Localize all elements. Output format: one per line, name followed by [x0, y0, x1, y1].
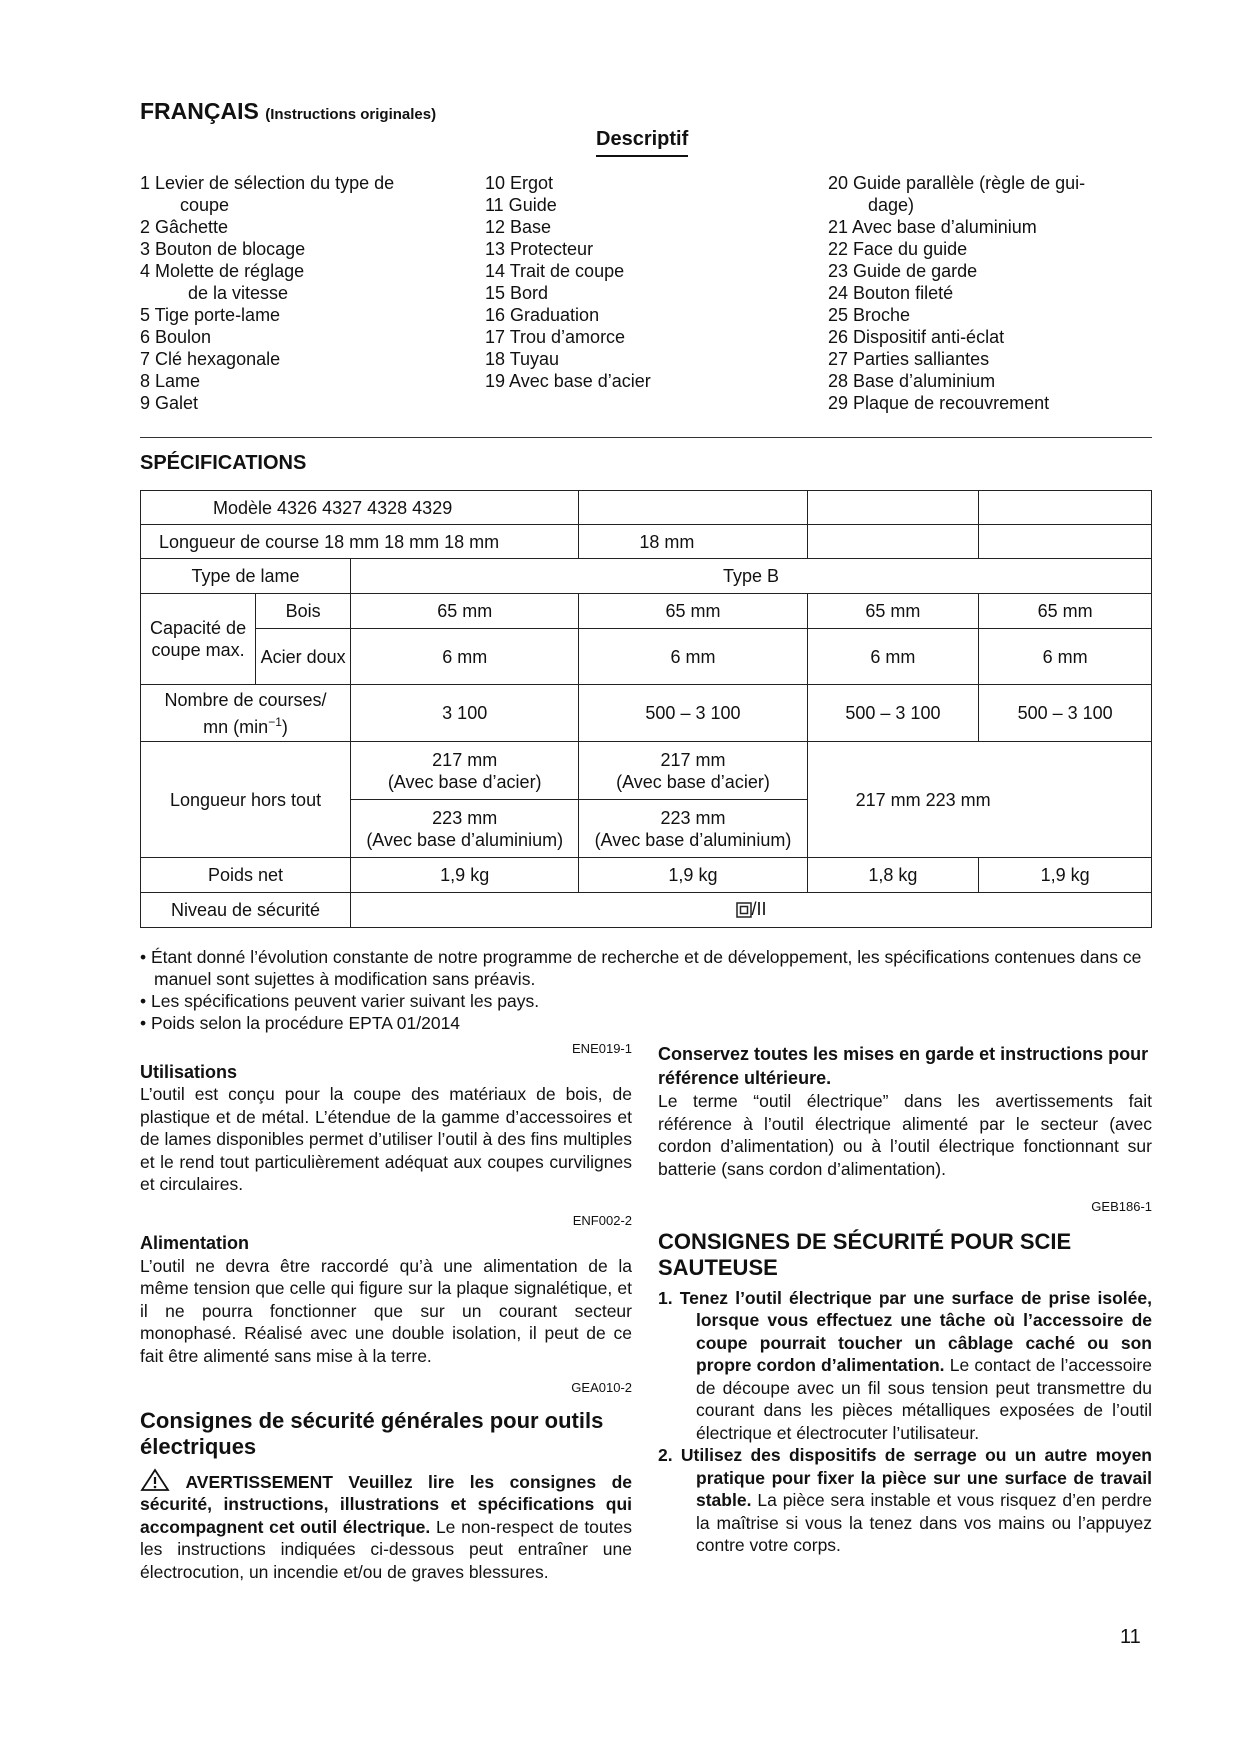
- ref-code: ENF002-2: [572, 1212, 632, 1228]
- note-item: • Poids selon la procédure EPTA 01/2014: [140, 1013, 461, 1033]
- part-item: 24 Bouton fileté: [828, 283, 954, 303]
- table-row: [141, 742, 1152, 800]
- length-alu-cell: [579, 800, 807, 858]
- list-item: [658, 1287, 1152, 1445]
- safety-class: /II: [751, 898, 767, 919]
- weight-value: 1,9 kg: [979, 858, 1152, 893]
- wood-value: 65 mm: [979, 594, 1152, 629]
- length-steel-note: (Avec base d’acier): [387, 771, 542, 792]
- length-alu-value: 223 mm: [660, 807, 726, 828]
- length-steel-value: 217 mm: [432, 749, 498, 770]
- jigsaw-safety-title: CONSIGNES DE SÉCURITÉ POUR SCIE SAUTEUSE: [658, 1228, 1072, 1280]
- empty-cell: [979, 525, 1152, 559]
- strokes-label-line2: mn (min: [203, 716, 269, 737]
- part-item: 28 Base d’aluminium: [828, 371, 996, 391]
- note-item: • Étant donné l’évolution constante de notre programme de recherche et de développement, les spécifications contenues dans ce manuel sont sujettes à modification sans préavis.: [140, 947, 1142, 989]
- warning-text: Le non-respect de toutes les instructions indiquées ci-dessous peut entraîner une électrocution, un incendie et/ou de graves blessures.: [140, 1516, 632, 1582]
- part-item: 3 Bouton de blocage: [140, 239, 306, 259]
- item-bold: 2. Utilisez des dispositifs de serrage ou un autre moyen pratique pour fixer la pièce sur une surface de travail stable.: [658, 1445, 1152, 1510]
- stroke-value-cell: 18 mm: [579, 525, 807, 559]
- safety-value-cell: [351, 893, 1152, 928]
- steel-label: Acier doux: [256, 629, 351, 685]
- part-item: 18 Tuyau: [485, 349, 560, 369]
- strokes-label-sup: −1: [268, 714, 282, 729]
- part-item: 7 Clé hexagonale: [140, 349, 281, 369]
- strokes-value: 500 – 3 100: [979, 685, 1152, 742]
- empty-cell: [979, 491, 1152, 525]
- empty-cell: [807, 525, 979, 559]
- part-item: 17 Trou d’amorce: [485, 327, 626, 347]
- model-cell: Modèle 4326 4327 4328 4329: [141, 491, 579, 525]
- length-alu-note: (Avec base d’aluminium): [594, 829, 792, 850]
- warning-triangle-icon: [140, 1468, 170, 1492]
- language-label: FRANÇAIS: [140, 98, 259, 124]
- length-steel-cell: [351, 742, 579, 800]
- table-row: [141, 893, 1152, 928]
- length-steel-value: 217 mm: [660, 749, 726, 770]
- strokes-value: 500 – 3 100: [807, 685, 979, 742]
- left-column: [140, 1038, 632, 1583]
- safety-label: Niveau de sécurité: [141, 893, 351, 928]
- general-safety-title: Consignes de sécurité générales pour outils électriques: [140, 1407, 604, 1459]
- part-item: 13 Protecteur: [485, 239, 594, 259]
- part-item: 2 Gâchette: [140, 217, 229, 237]
- table-row: [141, 525, 1152, 559]
- length-label: Longueur hors tout: [141, 742, 351, 858]
- part-item: 4 Molette de réglage: [140, 261, 305, 281]
- usage-text: L’outil est conçu pour la coupe des matériaux de bois, de plastique et de métal. L’étendue de la gamme d’accessoires et de lames disponibles permet d’utiliser l’outil à des fins multiples et le rend tout particulièrement adéquat aux coupes curvilignes et circulaires.: [140, 1084, 632, 1194]
- part-item: 14 Trait de coupe: [485, 261, 625, 281]
- table-row: [141, 629, 1152, 685]
- wood-label: Bois: [256, 594, 351, 629]
- table-row: [141, 559, 1152, 594]
- right-column: [658, 1042, 1152, 1557]
- usage-title: Utilisations: [140, 1061, 238, 1082]
- table-row: [141, 858, 1152, 893]
- section-title-descriptif: Descriptif: [596, 128, 688, 157]
- steel-value: 6 mm: [351, 629, 579, 685]
- part-item: 29 Plaque de recouvrement: [828, 393, 1050, 413]
- part-item: 10 Ergot: [485, 173, 554, 193]
- item-bold: 1. Tenez l’outil électrique par une surface de prise isolée, lorsque vous effectuez une tâche où l’accessoire de coupe pourrait toucher un câblage caché ou son propre cordon d’alimentation.: [658, 1287, 1152, 1375]
- part-item: 16 Graduation: [485, 305, 600, 325]
- parts-column-3: [828, 172, 1085, 414]
- empty-cell: [807, 491, 979, 525]
- part-item: 25 Broche: [828, 305, 911, 325]
- strokes-label-close: ): [281, 716, 288, 737]
- table-row: [141, 685, 1152, 742]
- double-insulation-icon: [736, 901, 752, 923]
- note-item: • Les spécifications peuvent varier suivant les pays.: [140, 991, 540, 1011]
- item-text: La pièce sera instable et vous risquez d’en perdre la maîtrise si vous la tenez dans vos mains ou l’appuyez contre votre corps.: [696, 1490, 1152, 1555]
- ref-code: GEA010-2: [571, 1380, 632, 1395]
- strokes-value: 3 100: [351, 685, 579, 742]
- language-subtitle: (Instructions originales): [265, 106, 437, 123]
- part-item: 19 Avec base d’acier: [485, 371, 651, 391]
- part-item: 22 Face du guide: [828, 239, 968, 259]
- part-item: dage): [868, 195, 915, 215]
- part-item: de la vitesse: [188, 283, 289, 303]
- power-title: Alimentation: [140, 1233, 250, 1253]
- empty-cell: [579, 491, 807, 525]
- table-row: [141, 594, 1152, 629]
- blade-type-value: Type B: [351, 559, 1152, 594]
- wood-value: 65 mm: [579, 594, 807, 629]
- parts-column-1: [140, 172, 394, 414]
- section-divider: [140, 437, 1152, 438]
- part-item: 21 Avec base d’aluminium: [828, 217, 1037, 237]
- wood-value: 65 mm: [351, 594, 579, 629]
- weight-value: 1,8 kg: [807, 858, 979, 893]
- keep-instructions-title: Conservez toutes les mises en garde et instructions pour référence ultérieure.: [658, 1044, 1149, 1088]
- part-item: 9 Galet: [140, 393, 199, 413]
- warning-paragraph: [140, 1468, 632, 1584]
- spec-notes: [140, 946, 1160, 1034]
- part-item: 8 Lame: [140, 371, 201, 391]
- safety-list: [658, 1287, 1152, 1557]
- part-item: 15 Bord: [485, 283, 549, 303]
- part-item: 23 Guide de garde: [828, 261, 978, 281]
- length-alu-note: (Avec base d’aluminium): [366, 829, 564, 850]
- part-item: coupe: [180, 195, 230, 215]
- length-alu-cell: [351, 800, 579, 858]
- length-alu-value: 223 mm: [432, 807, 498, 828]
- length-steel-cell: [579, 742, 807, 800]
- ref-code: GEB186-1: [1091, 1199, 1152, 1214]
- page-number: 11: [1120, 1626, 1141, 1648]
- capacity-label: Capacité de coupe max.: [141, 594, 256, 685]
- part-item: 5 Tige porte-lame: [140, 305, 281, 325]
- weight-value: 1,9 kg: [351, 858, 579, 893]
- blade-type-label: Type de lame: [141, 559, 351, 594]
- specifications-table: [140, 490, 1152, 928]
- ref-code: ENE019-1: [572, 1041, 632, 1056]
- parts-column-2: [485, 172, 651, 392]
- part-item: 26 Dispositif anti-éclat: [828, 327, 1005, 347]
- part-item: 11 Guide: [485, 195, 557, 215]
- steel-value: 6 mm: [979, 629, 1152, 685]
- keep-instructions-text: Le terme “outil électrique” dans les avertissements fait référence à l’outil électrique alimenté par le secteur (avec cordon d’alimentation) ou à l’outil électrique fonctionnant sur batterie (sans cordon d’alimentation).: [658, 1091, 1152, 1179]
- language-heading: [140, 98, 436, 125]
- wood-value: 65 mm: [807, 594, 979, 629]
- part-item: 1 Levier de sélection du type de: [140, 173, 395, 193]
- power-text: L’outil ne devra être raccordé qu’à une alimentation de la même tension que celle qui figure sur la plaque signalétique, et il ne pourra fonctionner que sur un courant secteur monophasé. Réalisé avec une double isolation, il peut de ce fait être alimenté sans mise à la terre.: [140, 1255, 632, 1366]
- warning-bold: AVERTISSEMENT Veuillez lire les consignes de sécurité, instructions, illustrations et spécifications qui accompagnent cet outil électrique.: [140, 1471, 632, 1537]
- part-item: 6 Boulon: [140, 327, 212, 347]
- part-item: 20 Guide parallèle (règle de gui-: [828, 173, 1086, 193]
- item-text: Le contact de l’accessoire de découpe avec un fil sous tension peut transmettre du courant dans les pièces métalliques exposées de l’outil électrique et électrocuter l’utilisateur.: [696, 1355, 1152, 1443]
- stroke-length-cell: Longueur de course 18 mm 18 mm 18 mm: [141, 525, 579, 559]
- weight-label: Poids net: [141, 858, 351, 893]
- strokes-value: 500 – 3 100: [579, 685, 807, 742]
- length-merged-cell: 217 mm 223 mm: [807, 742, 1151, 858]
- table-row: [141, 491, 1152, 525]
- specifications-title: SPÉCIFICATIONS: [140, 452, 307, 474]
- list-item: [658, 1444, 1152, 1557]
- steel-value: 6 mm: [807, 629, 979, 685]
- weight-value: 1,9 kg: [579, 858, 807, 893]
- strokes-label: [141, 685, 351, 742]
- length-steel-note: (Avec base d’acier): [616, 771, 770, 792]
- strokes-label-line1: Nombre de courses/: [164, 689, 327, 710]
- part-item: 27 Parties salliantes: [828, 349, 990, 369]
- part-item: 12 Base: [485, 217, 552, 237]
- steel-value: 6 mm: [579, 629, 807, 685]
